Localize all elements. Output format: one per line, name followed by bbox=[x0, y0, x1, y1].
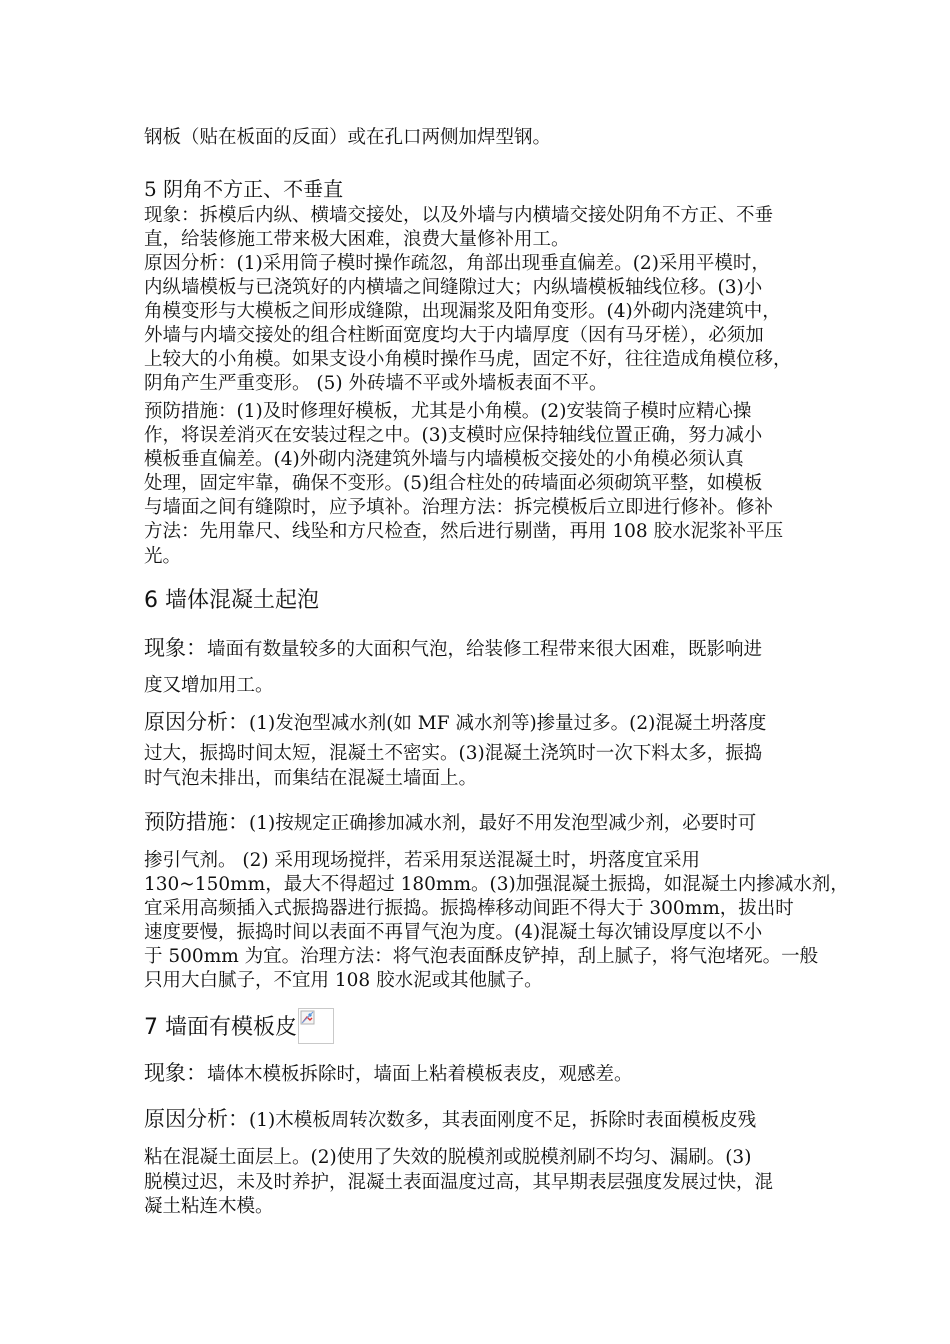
text-line bbox=[144, 710, 766, 736]
text-line: 过大，振捣时间太短，混凝土不密实。(3)混凝土浇筑时一次下料太多，振捣 bbox=[144, 743, 763, 764]
text-line: 与墙面之间有缝隙时，应予填补。治理方法：拆完模板后立即进行修补。修补 bbox=[144, 497, 774, 518]
paragraph-text: (1)按规定正确掺加减水剂，最好不用发泡型减少剂，必要时可 bbox=[249, 813, 757, 834]
text-line: 钢板（贴在板面的反面）或在孔口两侧加焊型钢。 bbox=[144, 127, 552, 148]
text-line: 脱模过迟，未及时养护，混凝土表面温度过高，其早期表层强度发展过快，混 bbox=[144, 1172, 774, 1193]
paragraph-label: 预防措施： bbox=[144, 810, 249, 834]
text-line: 掺引气剂。 (2) 采用现场搅拌，若采用泵送混凝土时，坍落度宜采用 bbox=[144, 850, 700, 871]
text-line: 直，给装修施工带来极大困难，浪费大量修补用工。 bbox=[144, 229, 570, 250]
text-line: 预防措施：(1)及时修理好模板，尤其是小角模。(2)安装筒子模时应精心操 bbox=[144, 401, 752, 422]
paragraph-label: 原因分析： bbox=[144, 1107, 249, 1131]
section-heading-6: 6 墙体混凝土起泡 bbox=[144, 588, 319, 613]
text-line bbox=[144, 636, 762, 662]
text-line: 130~150mm，最大不得超过 180mm。(3)加强混凝土振捣，如混凝土内掺减水剂， bbox=[144, 874, 849, 895]
text-line: 宜采用高频插入式振捣器进行振捣。振捣棒移动间距不得大于 300mm，拔出时 bbox=[144, 898, 794, 919]
text-line: 外墙与内墙交接处的组合柱断面宽度均大于内墙厚度（因有马牙槎），必须加 bbox=[144, 325, 764, 346]
text-line: 现象：拆模后内纵、横墙交接处，以及外墙与内横墙交接处阴角不方正、不垂 bbox=[144, 205, 774, 226]
paragraph-label: 现象： bbox=[144, 636, 207, 660]
text-line bbox=[144, 810, 756, 836]
text-line: 度又增加用工。 bbox=[144, 675, 274, 696]
text-line: 阴角产生严重变形。 (5) 外砖墙不平或外墙板表面不平。 bbox=[144, 373, 608, 394]
text-line bbox=[144, 1061, 633, 1087]
text-line: 内纵墙模板与已浇筑好的内横墙之间缝隙过大；内纵墙模板轴线位移。(3)小 bbox=[144, 277, 763, 298]
text-line: 只用大白腻子，不宜用 108 胶水泥或其他腻子。 bbox=[144, 970, 543, 991]
text-line: 模板垂直偏差。(4)外砌内浇建筑外墙与内墙模板交接处的小角模必须认真 bbox=[144, 449, 744, 470]
paragraph-text: 墙体木模板拆除时，墙面上粘着模板表皮，观感差。 bbox=[207, 1064, 633, 1085]
paragraph-text: (1)木模板周转次数多，其表面刚度不足，拆除时表面模板皮残 bbox=[249, 1110, 757, 1131]
text-line: 时气泡未排出，而集结在混凝土墙面上。 bbox=[144, 768, 478, 789]
text-line: 粘在混凝土面层上。(2)使用了失效的脱模剂或脱模剂刷不均匀、漏刷。(3) bbox=[144, 1147, 752, 1168]
text-line: 速度要慢，振捣时间以表面不再冒气泡为度。(4)混凝土每次铺设厚度以不小 bbox=[144, 922, 763, 943]
paragraph-label: 现象： bbox=[144, 1061, 207, 1085]
text-line: 光。 bbox=[144, 546, 182, 567]
text-line: 于 500mm 为宜。治理方法：将气泡表面酥皮铲掉，刮上腻子，将气泡堵死。一般 bbox=[144, 946, 819, 967]
paragraph-text: 墙面有数量较多的大面积气泡，给装修工程带来很大困难，既影响进 bbox=[207, 639, 763, 660]
section-heading-5: 5 阴角不方正、不垂直 bbox=[144, 177, 344, 201]
text-line: 凝土粘连木模。 bbox=[144, 1196, 274, 1217]
text-line: 上较大的小角模。如果支设小角模时操作马虎，固定不好，往往造成角模位移， bbox=[144, 349, 792, 370]
text-line: 方法：先用靠尺、线坠和方尺检查，然后进行剔凿，再用 108 胶水泥浆补平压 bbox=[144, 521, 784, 542]
paragraph-text: (1)发泡型减水剂(如 MF 减水剂等)掺量过多。(2)混凝土坍落度 bbox=[249, 713, 767, 734]
text-line: 原因分析：(1)采用筒子模时操作疏忽，角部出现垂直偏差。(2)采用平模时， bbox=[144, 253, 770, 274]
text-line: 角模变形与大模板之间形成缝隙，出现漏浆及阳角变形。(4)外砌内浇建筑中， bbox=[144, 301, 781, 322]
broken-image-icon bbox=[298, 1008, 334, 1044]
paragraph-label: 原因分析： bbox=[144, 710, 249, 734]
text-line: 作，将误差消灭在安装过程之中。(3)支模时应保持轴线位置正确，努力减小 bbox=[144, 425, 763, 446]
text-line bbox=[144, 1107, 756, 1133]
section-heading-text: 7 墙面有模板皮 bbox=[144, 1015, 297, 1040]
text-line: 处理，固定牢靠，确保不变形。(5)组合柱处的砖墙面必须砌筑平整，如模板 bbox=[144, 473, 763, 494]
section-heading-7 bbox=[144, 1008, 334, 1044]
